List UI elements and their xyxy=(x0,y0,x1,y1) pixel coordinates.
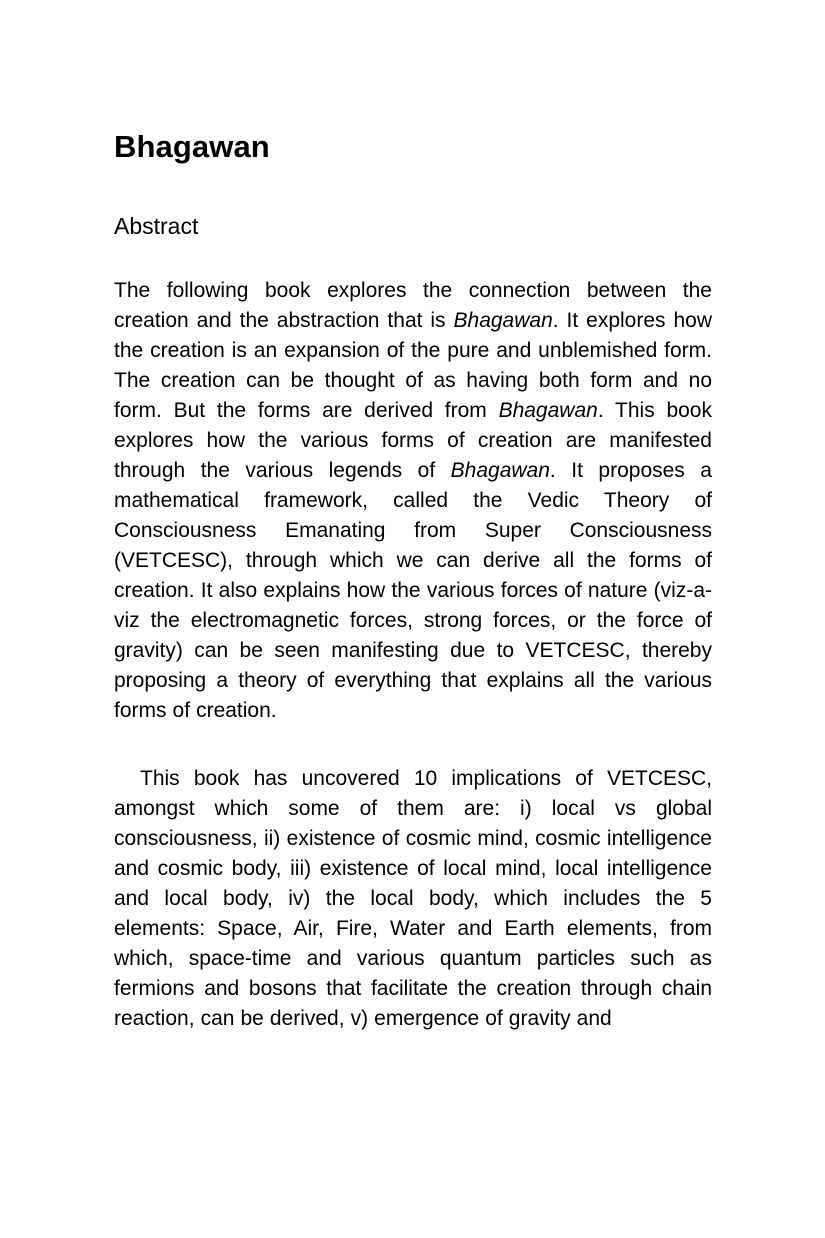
emphasized-term: Bhagawan xyxy=(453,308,553,332)
text-run: The following book explores the connection between the creation and the abstraction that is xyxy=(114,278,712,332)
abstract-paragraph-1 xyxy=(114,276,712,726)
text-run: . This book explores how the various forms of creation are manifested through the various legends of xyxy=(114,398,712,482)
section-heading-abstract: Abstract xyxy=(114,213,199,240)
text-run: . It proposes a mathematical framework, called the Vedic Theory of Consciousness Emanating from Super Consciousness (VETCESC), through which we can derive all the forms of creation. It also explains how the various forces of nature (viz-a-viz the electromagnetic forces, strong forces, or the force of gravity) can be seen manifesting due to VETCESC, thereby proposing a theory of everything that explains all the various forms of creation. xyxy=(114,458,712,722)
emphasized-term: Bhagawan xyxy=(450,458,550,482)
page-title: Bhagawan xyxy=(114,129,270,164)
abstract-paragraph-2 xyxy=(114,764,712,1034)
abstract-body xyxy=(114,276,712,1034)
text-run: . It explores how the creation is an expansion of the pure and unblemished form. The creation can be thought of as having both form and no form. But the forms are derived from xyxy=(114,308,712,422)
text-run: This book has uncovered 10 implications of VETCESC, amongst which some of them are: i) local vs global consciousness, ii) existence of cosmic mind, cosmic intelligence and cosmic body, iii) existence of local mind, local intelligence and local body, iv) the local body, which includes the 5 elements: Space, Air, Fire, Water and Earth elements, from which, space-time and various quantum particles such as fermions and bosons that facilitate the creation through chain reaction, can be derived, v) emergence of gravity and xyxy=(114,766,712,1030)
emphasized-term: Bhagawan xyxy=(498,398,598,422)
